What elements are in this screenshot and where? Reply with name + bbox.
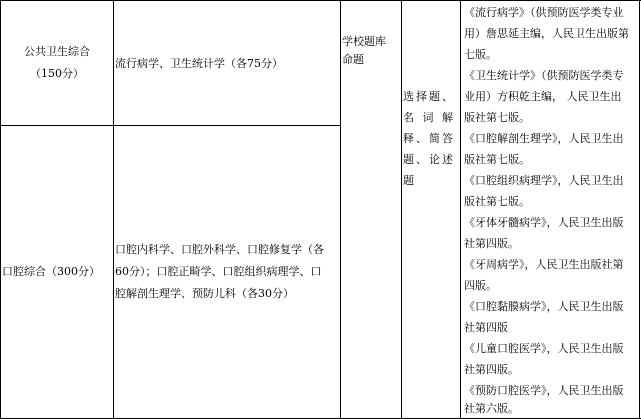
reference-line: 七版。 bbox=[464, 48, 497, 61]
source-text: 学校题库 bbox=[342, 35, 386, 48]
reference-line: 用）詹思延主编，人民卫生出版第 bbox=[464, 27, 629, 40]
course-list-line: 口腔内科学、口腔外科学、口腔修复学（各 bbox=[115, 243, 324, 256]
subject-score: （150分） bbox=[30, 67, 84, 80]
reference-line: 《口腔组织病理学》，人民卫生出 bbox=[464, 174, 624, 187]
reference-line: 《口腔解剖生理学》，人民卫生出 bbox=[464, 132, 624, 145]
reference-line: 版社第七版。 bbox=[464, 153, 530, 166]
reference-line: 版社第七版。 bbox=[464, 195, 530, 208]
question-type-line: 名 词 解 bbox=[403, 111, 453, 124]
reference-line: 《牙体牙髓病学》，人民卫生出版 bbox=[464, 216, 624, 229]
reference-line: 《牙周病学》，人民卫生出版社第 bbox=[464, 258, 624, 271]
reference-line: 社第六版。 bbox=[464, 402, 519, 415]
reference-cell bbox=[460, 0, 641, 419]
course-list: 流行病学、卫生统计学（各75分） bbox=[115, 57, 283, 70]
question-type-line: 释、简答 bbox=[403, 132, 453, 145]
subject-name: 公共卫生综合 bbox=[24, 45, 90, 58]
question-type-line: 选择题、 bbox=[403, 90, 453, 103]
reference-line: 业用）方积乾主编， 人民卫生出 bbox=[464, 90, 622, 103]
question-type-cell bbox=[401, 0, 461, 419]
reference-line: 社第四版 bbox=[464, 321, 508, 334]
reference-line: 《流行病学》（供预防医学类专业 bbox=[464, 6, 624, 19]
question-type-line: 题 bbox=[403, 174, 414, 187]
course-list-line: 60分）；口腔正畸学、口腔组织病理学、口 bbox=[115, 265, 322, 278]
reference-line: 社第四版。 bbox=[464, 363, 519, 376]
reference-line: 《预防口腔医学》，人民卫生出版 bbox=[464, 384, 624, 397]
reference-line: 《卫生统计学》（供预防医学类专 bbox=[464, 69, 624, 82]
subject-name-score: 口腔综合（300分） bbox=[2, 265, 100, 278]
subject-cell-public-health bbox=[0, 0, 114, 126]
reference-line: 版社第七版。 bbox=[464, 111, 530, 124]
question-type-line: 题、论述 bbox=[403, 153, 453, 166]
reference-line: 四版。 bbox=[464, 279, 497, 292]
course-list-line: 腔解剖生理学、预防儿科（各30分） bbox=[115, 287, 294, 300]
reference-line: 《儿童口腔医学》，人民卫生出版 bbox=[464, 342, 624, 355]
reference-line: 社第四版。 bbox=[464, 237, 519, 250]
source-text: 命题 bbox=[342, 53, 364, 66]
reference-line: 《口腔黏膜病学》，人民卫生出版 bbox=[464, 300, 624, 313]
